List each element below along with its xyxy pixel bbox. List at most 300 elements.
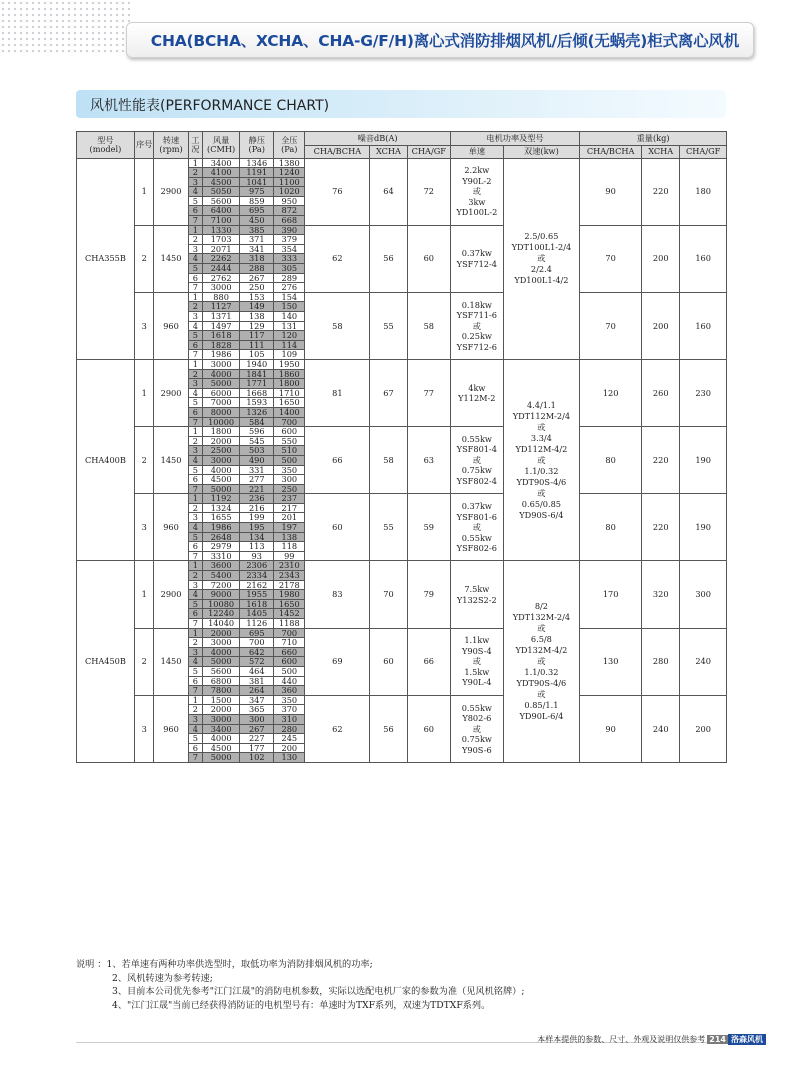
total-pressure-cell: 201	[274, 513, 305, 523]
flow-cell: 2444	[203, 264, 240, 274]
sub-weight-cha: CHA/BCHA	[580, 145, 642, 158]
weight-cell: 280	[642, 628, 680, 695]
weight-cell: 170	[580, 561, 642, 628]
static-pressure-cell: 267	[240, 273, 274, 283]
total-pressure-cell: 440	[274, 676, 305, 686]
motor-line: Y112M-2	[458, 393, 496, 404]
motor-line: Y90L-2	[462, 175, 492, 186]
condition-cell: 4	[188, 455, 202, 465]
dual-motor-line: 3.3/4	[530, 432, 552, 443]
noise-cell: 55	[370, 494, 407, 561]
total-pressure-cell: 99	[274, 551, 305, 561]
total-pressure-cell: 200	[274, 743, 305, 753]
static-pressure-cell: 1346	[240, 158, 274, 168]
total-pressure-cell: 550	[274, 436, 305, 446]
weight-cell: 200	[642, 292, 680, 359]
flow-cell: 5600	[203, 196, 240, 206]
motor-line: 0.55kw	[461, 532, 492, 543]
static-pressure-cell: 102	[240, 753, 274, 763]
sub-noise-xcha: XCHA	[370, 145, 407, 158]
total-pressure-cell: 310	[274, 714, 305, 724]
condition-cell: 3	[188, 513, 202, 523]
dual-motor-line: 或	[537, 421, 546, 432]
static-pressure-cell: 642	[240, 647, 274, 657]
note-line: 说明 ：1、若单速有两种功率供选型时，取低功率为消防排烟风机的功率;	[76, 959, 373, 970]
static-pressure-cell: 117	[240, 331, 274, 341]
weight-cell: 160	[680, 292, 727, 359]
footer	[537, 1034, 766, 1045]
total-pressure-cell: 237	[274, 494, 305, 504]
flow-cell: 1703	[203, 235, 240, 245]
table-row	[77, 359, 727, 369]
noise-cell: 67	[370, 359, 407, 426]
flow-cell: 2500	[203, 446, 240, 456]
model-name-cell: CHA450B	[77, 561, 135, 762]
total-pressure-cell: 1400	[274, 407, 305, 417]
condition-cell: 2	[188, 571, 202, 581]
static-pressure-cell: 264	[240, 686, 274, 696]
static-pressure-cell: 267	[240, 724, 274, 734]
total-pressure-cell: 710	[274, 638, 305, 648]
total-pressure-cell: 305	[274, 264, 305, 274]
static-pressure-cell: 2162	[240, 580, 274, 590]
dual-motor-line: YD112M-4/2	[515, 443, 568, 454]
weight-cell: 220	[642, 494, 680, 561]
condition-cell: 7	[188, 417, 202, 427]
motor-line: 4kw	[468, 382, 486, 393]
noise-cell: 60	[305, 494, 370, 561]
flow-cell: 1828	[203, 340, 240, 350]
rpm-cell: 1450	[154, 225, 188, 292]
condition-cell: 6	[188, 340, 202, 350]
sub-noise-cha: CHA/BCHA	[305, 145, 370, 158]
single-motor-cell	[450, 561, 503, 628]
condition-cell: 7	[188, 619, 202, 629]
seq-cell: 3	[134, 494, 154, 561]
dual-motor-cell	[503, 561, 579, 762]
flow-cell: 4500	[203, 743, 240, 753]
flow-cell: 6000	[203, 388, 240, 398]
static-pressure-cell: 1955	[240, 590, 274, 600]
static-pressure-cell: 300	[240, 714, 274, 724]
col-total: 全压 (Pa)	[274, 132, 305, 159]
rpm-cell: 960	[154, 292, 188, 359]
static-pressure-cell: 153	[240, 292, 274, 302]
static-pressure-cell: 695	[240, 628, 274, 638]
weight-cell: 230	[680, 359, 727, 426]
noise-cell: 58	[407, 292, 450, 359]
noise-cell: 81	[305, 359, 370, 426]
condition-cell: 1	[188, 225, 202, 235]
dual-motor-line: 1.1/0.32	[524, 465, 559, 476]
header-banner	[126, 22, 754, 58]
static-pressure-cell: 975	[240, 187, 274, 197]
model-name-cell: CHA400B	[77, 359, 135, 560]
flow-cell: 3400	[203, 158, 240, 168]
condition-cell: 6	[188, 676, 202, 686]
condition-cell: 3	[188, 312, 202, 322]
static-pressure-cell: 1841	[240, 369, 274, 379]
static-pressure-cell: 695	[240, 206, 274, 216]
static-pressure-cell: 331	[240, 465, 274, 475]
total-pressure-cell: 276	[274, 283, 305, 293]
footer-disclaimer: 本样本提供的参数、尺寸、外观及说明仅供参考	[537, 1035, 706, 1044]
condition-cell: 5	[188, 532, 202, 542]
static-pressure-cell: 111	[240, 340, 274, 350]
condition-cell: 5	[188, 599, 202, 609]
performance-table	[76, 131, 727, 763]
weight-cell: 300	[680, 561, 727, 628]
total-pressure-cell: 500	[274, 666, 305, 676]
total-pressure-cell: 872	[274, 206, 305, 216]
noise-cell: 58	[370, 427, 407, 494]
motor-line: 或	[472, 656, 481, 667]
total-pressure-cell: 390	[274, 225, 305, 235]
condition-cell: 3	[188, 446, 202, 456]
total-pressure-cell: 500	[274, 455, 305, 465]
total-pressure-cell: 217	[274, 503, 305, 513]
dual-motor-line: 0.65/0.85	[521, 498, 562, 509]
motor-line: 0.55kw	[461, 433, 492, 444]
weight-cell: 220	[642, 427, 680, 494]
flow-cell: 1497	[203, 321, 240, 331]
motor-line: Y90S-4	[461, 645, 492, 656]
static-pressure-cell: 450	[240, 216, 274, 226]
noise-cell: 70	[370, 561, 407, 628]
single-motor-cell	[450, 158, 503, 225]
flow-cell: 8000	[203, 407, 240, 417]
dual-motor-line: YD90L-6/4	[519, 711, 564, 722]
total-pressure-cell: 2343	[274, 571, 305, 581]
sub-motor-single: 单速	[450, 145, 503, 158]
total-pressure-cell: 130	[274, 753, 305, 763]
total-pressure-cell: 370	[274, 705, 305, 715]
flow-cell: 1127	[203, 302, 240, 312]
static-pressure-cell: 385	[240, 225, 274, 235]
dual-motor-line: 或	[537, 454, 546, 465]
rpm-cell: 960	[154, 494, 188, 561]
flow-cell: 1618	[203, 331, 240, 341]
flow-cell: 6800	[203, 676, 240, 686]
motor-line: 3kw	[468, 196, 486, 207]
flow-cell: 10080	[203, 599, 240, 609]
col-speed: 转速 (rpm)	[154, 132, 188, 159]
static-pressure-cell: 105	[240, 350, 274, 360]
dual-motor-line: 或	[537, 656, 546, 667]
decorative-dot-pattern	[0, 0, 130, 55]
static-pressure-cell: 216	[240, 503, 274, 513]
note-line: 2、风机转速为参考转速;	[112, 972, 213, 984]
weight-cell: 200	[642, 225, 680, 292]
condition-cell: 3	[188, 177, 202, 187]
condition-cell: 3	[188, 244, 202, 254]
static-pressure-cell: 596	[240, 427, 274, 437]
motor-line: Y90S-6	[461, 744, 492, 755]
condition-cell: 2	[188, 638, 202, 648]
noise-cell: 72	[407, 158, 450, 225]
section-banner	[76, 90, 726, 118]
noise-cell: 60	[407, 695, 450, 762]
motor-line: 7.5kw	[464, 584, 490, 595]
sub-noise-chagf: CHA/GF	[407, 145, 450, 158]
motor-line: 0.25kw	[461, 331, 492, 342]
page-title: CHA(BCHA、XCHA、CHA-G/F/H)离心式消防排烟风机/后倾(无蜗壳)柜式离心风机	[150, 32, 739, 50]
static-pressure-cell: 584	[240, 417, 274, 427]
total-pressure-cell: 1100	[274, 177, 305, 187]
noise-cell: 69	[305, 628, 370, 695]
weight-cell: 190	[680, 427, 727, 494]
condition-cell: 1	[188, 494, 202, 504]
total-pressure-cell: 1950	[274, 359, 305, 369]
static-pressure-cell: 859	[240, 196, 274, 206]
flow-cell: 2762	[203, 273, 240, 283]
condition-cell: 2	[188, 705, 202, 715]
condition-cell: 1	[188, 628, 202, 638]
flow-cell: 5600	[203, 666, 240, 676]
condition-cell: 1	[188, 695, 202, 705]
static-pressure-cell: 199	[240, 513, 274, 523]
table-row	[77, 494, 727, 504]
flow-cell: 3600	[203, 561, 240, 571]
table-row	[77, 158, 727, 168]
dual-motor-line: 2.5/0.65	[524, 231, 559, 242]
static-pressure-cell: 236	[240, 494, 274, 504]
total-pressure-cell: 289	[274, 273, 305, 283]
total-pressure-cell: 1710	[274, 388, 305, 398]
condition-cell: 7	[188, 484, 202, 494]
dual-motor-line: YD90S-6/4	[519, 509, 564, 520]
static-pressure-cell: 221	[240, 484, 274, 494]
seq-cell: 3	[134, 292, 154, 359]
total-pressure-cell: 510	[274, 446, 305, 456]
condition-cell: 2	[188, 369, 202, 379]
note-line: 4、"江门江晟"当前已经获得消防证的电机型号有：单速时为TXF系列，双速为TDTXF系列。	[112, 999, 491, 1011]
flow-cell: 2071	[203, 244, 240, 254]
flow-cell: 7800	[203, 686, 240, 696]
static-pressure-cell: 1326	[240, 407, 274, 417]
flow-cell: 3000	[203, 638, 240, 648]
total-pressure-cell: 1650	[274, 599, 305, 609]
flow-cell: 3310	[203, 551, 240, 561]
condition-cell: 3	[188, 379, 202, 389]
motor-line: 或	[472, 186, 481, 197]
motor-line: YSF801-6	[456, 511, 497, 522]
static-pressure-cell: 503	[240, 446, 274, 456]
static-pressure-cell: 1940	[240, 359, 274, 369]
flow-cell: 3000	[203, 714, 240, 724]
flow-cell: 4100	[203, 168, 240, 178]
total-pressure-cell: 120	[274, 331, 305, 341]
condition-cell: 4	[188, 254, 202, 264]
static-pressure-cell: 113	[240, 542, 274, 552]
static-pressure-cell: 195	[240, 523, 274, 533]
flow-cell: 1800	[203, 427, 240, 437]
noise-cell: 66	[305, 427, 370, 494]
condition-cell: 6	[188, 743, 202, 753]
flow-cell: 5000	[203, 753, 240, 763]
flow-cell: 7100	[203, 216, 240, 226]
static-pressure-cell: 365	[240, 705, 274, 715]
condition-cell: 1	[188, 292, 202, 302]
model-name-cell: CHA355B	[77, 158, 135, 359]
static-pressure-cell: 2334	[240, 571, 274, 581]
dual-motor-line: 8/2	[534, 601, 548, 612]
static-pressure-cell: 2306	[240, 561, 274, 571]
table-header-row	[77, 132, 727, 146]
motor-line: 0.75kw	[461, 734, 492, 745]
motor-line: Y90L-4	[462, 677, 492, 688]
condition-cell: 5	[188, 666, 202, 676]
total-pressure-cell: 109	[274, 350, 305, 360]
flow-cell: 3000	[203, 359, 240, 369]
condition-cell: 2	[188, 235, 202, 245]
flow-cell: 9000	[203, 590, 240, 600]
single-motor-cell	[450, 427, 503, 494]
noise-cell: 62	[305, 695, 370, 762]
dual-motor-line: YD132M-4/2	[515, 645, 568, 656]
single-motor-cell	[450, 494, 503, 561]
flow-cell: 5050	[203, 187, 240, 197]
static-pressure-cell: 371	[240, 235, 274, 245]
static-pressure-cell: 1041	[240, 177, 274, 187]
condition-cell: 7	[188, 753, 202, 763]
condition-cell: 1	[188, 158, 202, 168]
motor-line: YSF712-4	[456, 258, 497, 269]
rpm-cell: 2900	[154, 158, 188, 225]
flow-cell: 4500	[203, 177, 240, 187]
total-pressure-cell: 1650	[274, 398, 305, 408]
static-pressure-cell: 464	[240, 666, 274, 676]
sub-weight-chagf: CHA/GF	[680, 145, 727, 158]
condition-cell: 4	[188, 187, 202, 197]
sub-weight-xcha: XCHA	[642, 145, 680, 158]
static-pressure-cell: 1405	[240, 609, 274, 619]
dual-motor-line: 0.85/1.1	[524, 700, 559, 711]
flow-cell: 1192	[203, 494, 240, 504]
total-pressure-cell: 197	[274, 523, 305, 533]
table-row	[77, 561, 727, 571]
total-pressure-cell: 1020	[274, 187, 305, 197]
static-pressure-cell: 700	[240, 638, 274, 648]
static-pressure-cell: 490	[240, 455, 274, 465]
flow-cell: 5000	[203, 484, 240, 494]
condition-cell: 7	[188, 350, 202, 360]
rpm-cell: 1450	[154, 427, 188, 494]
weight-cell: 80	[580, 494, 642, 561]
static-pressure-cell: 227	[240, 734, 274, 744]
flow-cell: 5000	[203, 379, 240, 389]
motor-line: 0.75kw	[461, 465, 492, 476]
flow-cell: 2000	[203, 436, 240, 446]
motor-line: Y132S2-2	[456, 594, 497, 605]
noise-cell: 56	[370, 225, 407, 292]
weight-cell: 70	[580, 225, 642, 292]
motor-line: YD100L-2	[456, 207, 498, 218]
flow-cell: 1986	[203, 350, 240, 360]
total-pressure-cell: 350	[274, 465, 305, 475]
motor-line: 0.37kw	[461, 501, 492, 512]
single-motor-cell	[450, 695, 503, 762]
total-pressure-cell: 333	[274, 254, 305, 264]
flow-cell: 2000	[203, 628, 240, 638]
table-row	[77, 292, 727, 302]
weight-cell: 160	[680, 225, 727, 292]
flow-cell: 4500	[203, 475, 240, 485]
motor-line: 或	[472, 320, 481, 331]
single-motor-cell	[450, 225, 503, 292]
flow-cell: 14040	[203, 619, 240, 629]
flow-cell: 4000	[203, 465, 240, 475]
noise-cell: 66	[407, 628, 450, 695]
weight-cell: 180	[680, 158, 727, 225]
total-pressure-cell: 140	[274, 312, 305, 322]
flow-cell: 1324	[203, 503, 240, 513]
dual-motor-line: YDT112M-2/4	[512, 410, 571, 421]
seq-cell: 2	[134, 427, 154, 494]
page-number: 214	[709, 1035, 726, 1044]
flow-cell: 2648	[203, 532, 240, 542]
dual-motor-line: 或	[537, 623, 546, 634]
flow-cell: 10000	[203, 417, 240, 427]
dual-motor-line: 1.1/0.32	[524, 667, 559, 678]
static-pressure-cell: 381	[240, 676, 274, 686]
total-pressure-cell: 350	[274, 695, 305, 705]
rpm-cell: 2900	[154, 359, 188, 426]
condition-cell: 6	[188, 609, 202, 619]
dual-motor-cell	[503, 359, 579, 560]
condition-cell: 7	[188, 686, 202, 696]
condition-cell: 4	[188, 321, 202, 331]
total-pressure-cell: 150	[274, 302, 305, 312]
static-pressure-cell: 1191	[240, 168, 274, 178]
dual-motor-cell	[503, 158, 579, 359]
flow-cell: 2000	[203, 705, 240, 715]
weight-cell: 200	[680, 695, 727, 762]
flow-cell: 2979	[203, 542, 240, 552]
total-pressure-cell: 379	[274, 235, 305, 245]
flow-cell: 880	[203, 292, 240, 302]
dual-motor-line: 2/2.4	[530, 264, 552, 275]
col-motor: 电机功率及型号	[450, 132, 579, 146]
total-pressure-cell: 700	[274, 628, 305, 638]
brand-label: 洛森风机	[728, 1034, 766, 1045]
seq-cell: 1	[134, 561, 154, 628]
flow-cell: 2262	[203, 254, 240, 264]
noise-cell: 64	[370, 158, 407, 225]
condition-cell: 6	[188, 273, 202, 283]
static-pressure-cell: 545	[240, 436, 274, 446]
noise-cell: 76	[305, 158, 370, 225]
weight-cell: 240	[642, 695, 680, 762]
col-seq: 序号	[134, 132, 154, 159]
motor-line: 或	[472, 723, 481, 734]
static-pressure-cell: 250	[240, 283, 274, 293]
motor-line: 0.55kw	[461, 702, 492, 713]
weight-cell: 130	[580, 628, 642, 695]
flow-cell: 7200	[203, 580, 240, 590]
note-line: 3、目前本公司优先参考"江门江晟"的消防电机参数，实际以选配电机厂家的参数为准（见风机铭牌）;	[112, 986, 525, 997]
noise-cell: 56	[370, 695, 407, 762]
weight-cell: 190	[680, 494, 727, 561]
total-pressure-cell: 154	[274, 292, 305, 302]
dual-motor-line: YDT100L1-2/4	[511, 242, 572, 253]
noise-cell: 63	[407, 427, 450, 494]
total-pressure-cell: 114	[274, 340, 305, 350]
table-row	[77, 628, 727, 638]
flow-cell: 4000	[203, 734, 240, 744]
flow-cell: 1986	[203, 523, 240, 533]
single-motor-cell	[450, 292, 503, 359]
